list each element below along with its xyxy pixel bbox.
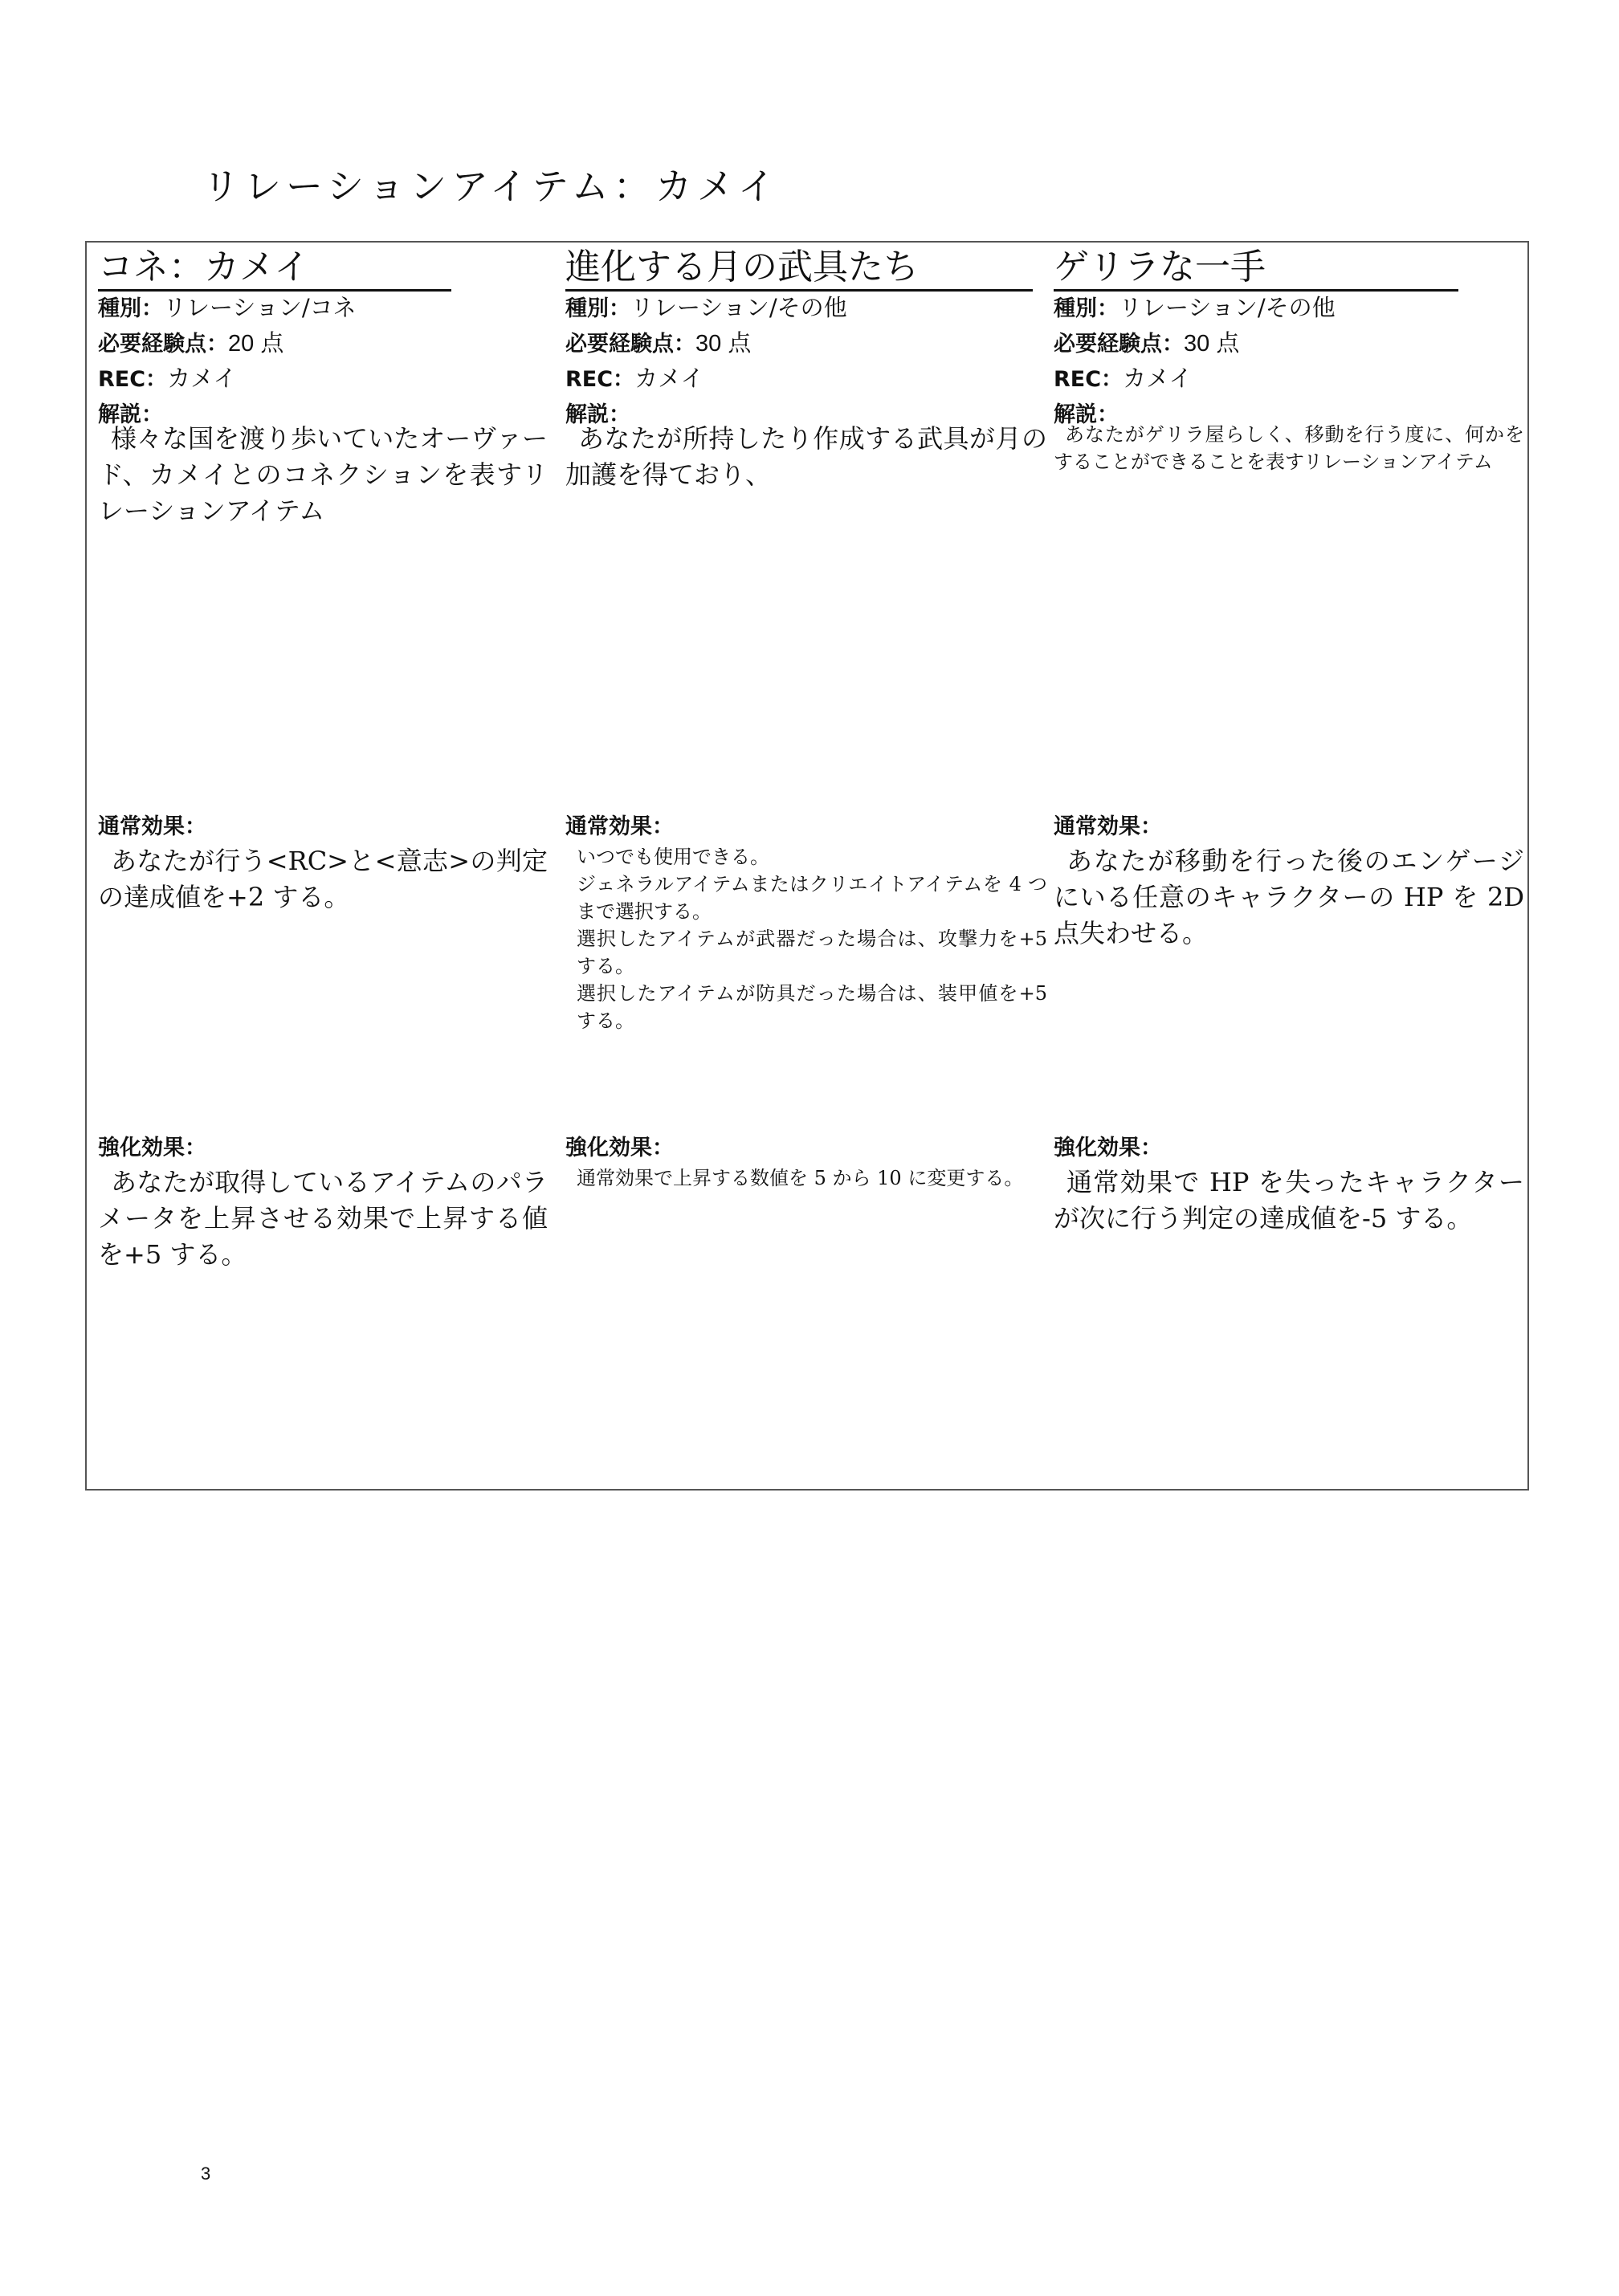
- card-title: ゲリラな一手: [1054, 246, 1458, 292]
- type-label: 種別：: [1054, 296, 1119, 321]
- type-label: 種別：: [98, 296, 163, 321]
- rec-value: カメイ: [634, 365, 704, 392]
- description-label: 解説：: [565, 402, 630, 427]
- type-value: リレーション/その他: [630, 294, 847, 321]
- rec-value: カメイ: [1123, 365, 1193, 392]
- normal-effect-text: あなたが移動を行った後のエンゲージにいる任意のキャラクターの HP を 2D 点失わせる。: [1054, 846, 1524, 948]
- item-card: [1054, 243, 1524, 1489]
- normal-effect-label: 通常効果：: [98, 814, 206, 839]
- exp-value: 30 点: [695, 331, 752, 357]
- enhanced-effect-text: 通常効果で HP を失ったキャラクターが次に行う判定の達成値を-5 する。: [1054, 1167, 1524, 1234]
- exp-value: 30 点: [1184, 331, 1240, 357]
- enhanced-effect-label: 強化効果：: [1054, 1136, 1162, 1160]
- type-value: リレーション/コネ: [163, 294, 357, 321]
- enhanced-effect-text: 通常効果で上昇する数値を 5 から 10 に変更する。: [577, 1167, 1024, 1189]
- exp-label: 必要経験点：: [98, 332, 228, 357]
- enhanced-effect-label: 強化効果：: [565, 1136, 674, 1160]
- description-label: 解説：: [98, 402, 163, 427]
- type-value: リレーション/その他: [1119, 294, 1336, 321]
- description-text: あなたがゲリラ屋らしく、移動を行う度に、何かをすることができることを表すリレーションアイテム: [1054, 423, 1524, 473]
- rec-value: カメイ: [167, 365, 237, 392]
- item-table: [85, 241, 1529, 1491]
- card-meta: [1054, 291, 1524, 432]
- item-card: [565, 243, 1047, 1489]
- type-label: 種別：: [565, 296, 630, 321]
- description-text: 様々な国を渡り歩いていたオーヴァード、カメイとのコネクションを表すリレーションアイテム: [98, 423, 548, 526]
- card-title: コネ：カメイ: [98, 246, 451, 292]
- card-meta: [565, 291, 1047, 432]
- normal-effect-label: 通常効果：: [1054, 814, 1162, 839]
- card-title: 進化する月の武具たち: [565, 246, 1033, 292]
- normal-effect-text: あなたが行う<RC>と<意志>の判定の達成値を+2 する。: [98, 846, 548, 912]
- page-title: リレーションアイテム：カメイ: [202, 165, 780, 208]
- card-meta: [98, 291, 548, 432]
- description-label: 解説：: [1054, 402, 1119, 427]
- exp-value: 20 点: [228, 331, 284, 357]
- item-card: [98, 243, 548, 1489]
- normal-effect-label: 通常効果：: [565, 814, 674, 839]
- description-text: あなたが所持したり作成する武具が月の加護を得ており、: [565, 423, 1047, 490]
- enhanced-effect-label: 強化効果：: [98, 1136, 206, 1160]
- page-number: 3: [201, 2163, 211, 2184]
- normal-effect-text: いつでも使用できる。 ジェネラルアイテムまたはクリエイトアイテムを 4 つまで選択する。 選択したアイテムが武器だった場合は、攻撃力を+5 する。 選択したアイテムが防具だった場合は、装甲値を+5 する。: [577, 846, 1047, 1032]
- exp-label: 必要経験点：: [1054, 332, 1184, 357]
- enhanced-effect-text: あなたが取得しているアイテムのパラメータを上昇させる効果で上昇する値を+5 する。: [98, 1167, 548, 1270]
- exp-label: 必要経験点：: [565, 332, 695, 357]
- rec-label: REC：: [1054, 367, 1124, 392]
- rec-label: REC：: [98, 367, 168, 392]
- rec-label: REC：: [565, 367, 635, 392]
